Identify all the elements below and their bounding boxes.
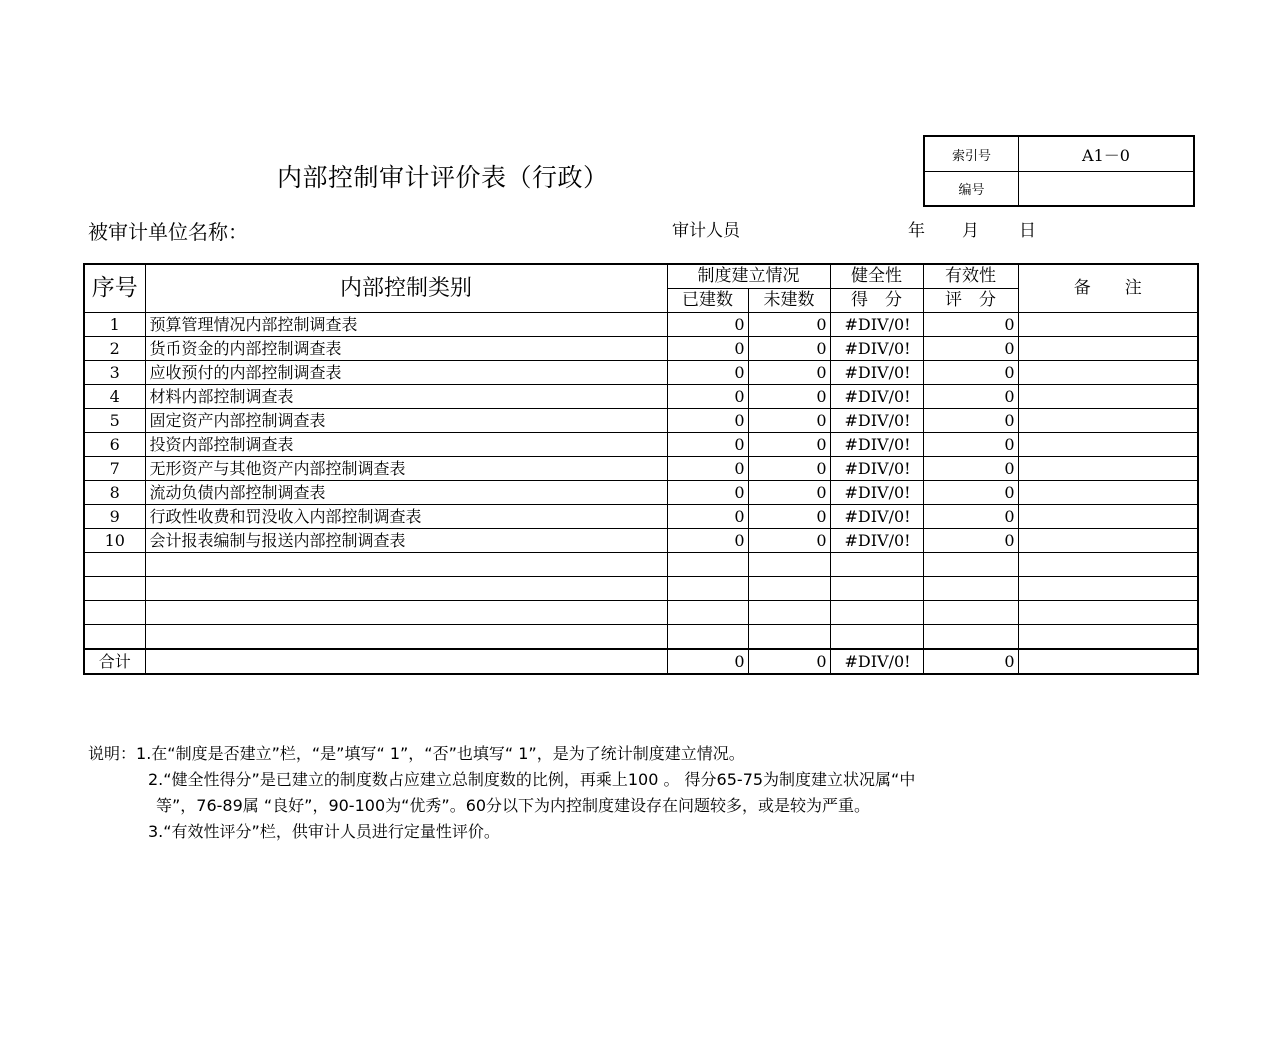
row-established[interactable]: 0 [667, 337, 748, 361]
row-completeness-score: #DIV/0! [830, 529, 923, 553]
table-row [84, 337, 1198, 361]
row-completeness-score: #DIV/0! [830, 337, 923, 361]
header-completeness-score: 得 分 [830, 289, 923, 313]
row-seq: 2 [84, 337, 145, 361]
header-effectiveness-score: 评 分 [923, 289, 1018, 313]
row-established[interactable]: 0 [667, 361, 748, 385]
row-not-established[interactable]: 0 [748, 457, 830, 481]
blank-cell[interactable] [923, 625, 1018, 650]
row-seq: 9 [84, 505, 145, 529]
auditor-label: 审计人员 [672, 221, 740, 241]
blank-cell[interactable] [1018, 553, 1198, 577]
row-remarks[interactable] [1018, 385, 1198, 409]
total-established: 0 [667, 649, 748, 674]
table-row [84, 529, 1198, 553]
blank-cell[interactable] [830, 625, 923, 650]
notes-prefix: 说明： [88, 744, 137, 763]
audited-unit-label: 被审计单位名称： [88, 220, 248, 244]
blank-cell[interactable] [748, 577, 830, 601]
blank-cell[interactable] [748, 601, 830, 625]
row-category: 预算管理情况内部控制调查表 [145, 313, 667, 337]
serial-number-value[interactable] [1019, 172, 1193, 205]
total-row [84, 649, 1198, 674]
row-category: 固定资产内部控制调查表 [145, 409, 667, 433]
header-not-established: 未建数 [748, 289, 830, 313]
blank-cell[interactable] [145, 577, 667, 601]
row-completeness-score: #DIV/0! [830, 409, 923, 433]
date-year-label: 年 [908, 221, 925, 241]
row-not-established[interactable]: 0 [748, 529, 830, 553]
blank-cell[interactable] [667, 577, 748, 601]
row-effectiveness-score[interactable]: 0 [923, 505, 1018, 529]
index-box [923, 135, 1195, 207]
row-category: 应收预付的内部控制调查表 [145, 361, 667, 385]
row-category: 会计报表编制与报送内部控制调查表 [145, 529, 667, 553]
row-remarks[interactable] [1018, 433, 1198, 457]
row-not-established[interactable]: 0 [748, 337, 830, 361]
index-number-value[interactable]: A1－0 [1019, 137, 1193, 172]
total-category [145, 649, 667, 674]
blank-cell[interactable] [923, 601, 1018, 625]
blank-cell[interactable] [830, 577, 923, 601]
row-effectiveness-score[interactable]: 0 [923, 361, 1018, 385]
row-not-established[interactable]: 0 [748, 409, 830, 433]
row-completeness-score: #DIV/0! [830, 505, 923, 529]
blank-cell[interactable] [145, 625, 667, 650]
row-completeness-score: #DIV/0! [830, 457, 923, 481]
row-established[interactable]: 0 [667, 433, 748, 457]
row-category: 投资内部控制调查表 [145, 433, 667, 457]
row-remarks[interactable] [1018, 505, 1198, 529]
row-established[interactable]: 0 [667, 457, 748, 481]
row-established[interactable]: 0 [667, 385, 748, 409]
row-effectiveness-score[interactable]: 0 [923, 457, 1018, 481]
row-established[interactable]: 0 [667, 505, 748, 529]
blank-cell[interactable] [830, 553, 923, 577]
row-not-established[interactable]: 0 [748, 481, 830, 505]
row-established[interactable]: 0 [667, 481, 748, 505]
blank-cell[interactable] [84, 601, 145, 625]
table-row [84, 361, 1198, 385]
row-seq: 5 [84, 409, 145, 433]
blank-row [84, 553, 1198, 577]
total-not-established: 0 [748, 649, 830, 674]
blank-row [84, 601, 1198, 625]
blank-row [84, 577, 1198, 601]
blank-cell[interactable] [145, 553, 667, 577]
header-completeness: 健全性 [830, 264, 923, 289]
row-seq: 10 [84, 529, 145, 553]
row-category: 流动负债内部控制调查表 [145, 481, 667, 505]
blank-cell[interactable] [84, 625, 145, 650]
row-remarks[interactable] [1018, 481, 1198, 505]
row-remarks[interactable] [1018, 361, 1198, 385]
row-seq: 7 [84, 457, 145, 481]
row-remarks[interactable] [1018, 457, 1198, 481]
row-seq: 6 [84, 433, 145, 457]
header-category: 内部控制类别 [145, 264, 667, 313]
blank-cell[interactable] [923, 577, 1018, 601]
total-label: 合计 [84, 649, 145, 674]
header-established: 已建数 [667, 289, 748, 313]
row-category: 货币资金的内部控制调查表 [145, 337, 667, 361]
table-row [84, 457, 1198, 481]
index-number-label: 索引号 [925, 137, 1019, 172]
blank-cell[interactable] [1018, 577, 1198, 601]
total-effectiveness-score: 0 [923, 649, 1018, 674]
table-row [84, 505, 1198, 529]
blank-cell[interactable] [145, 601, 667, 625]
table-row [84, 433, 1198, 457]
row-seq: 8 [84, 481, 145, 505]
header-row-1 [84, 264, 1198, 289]
note-line-2: 2.“健全性得分”是已建立的制度数占应建立总制度数的比例，再乘上100 。 得分65-75为制度建立状况属“中 [148, 770, 916, 789]
note-line-3: 3.“有效性评分”栏，供审计人员进行定量性评价。 [148, 822, 500, 841]
table-row [84, 313, 1198, 337]
row-completeness-score: #DIV/0! [830, 313, 923, 337]
row-seq: 1 [84, 313, 145, 337]
blank-cell[interactable] [667, 553, 748, 577]
row-effectiveness-score[interactable]: 0 [923, 385, 1018, 409]
row-effectiveness-score[interactable]: 0 [923, 409, 1018, 433]
blank-cell[interactable] [1018, 625, 1198, 650]
blank-cell[interactable] [667, 625, 748, 650]
table-row [84, 481, 1198, 505]
row-effectiveness-score[interactable]: 0 [923, 529, 1018, 553]
row-effectiveness-score[interactable]: 0 [923, 313, 1018, 337]
row-effectiveness-score[interactable]: 0 [923, 481, 1018, 505]
table-row [84, 409, 1198, 433]
row-not-established[interactable]: 0 [748, 433, 830, 457]
table-row [84, 385, 1198, 409]
row-effectiveness-score[interactable]: 0 [923, 433, 1018, 457]
row-seq: 4 [84, 385, 145, 409]
date-month-label: 月 [962, 221, 979, 241]
note-line-1: 1.在“制度是否建立”栏，“是”填写“ 1”，“否”也填写“ 1”，是为了统计制度建立情况。 [136, 744, 745, 763]
blank-cell[interactable] [667, 601, 748, 625]
notes [88, 741, 915, 845]
blank-cell[interactable] [923, 553, 1018, 577]
row-category: 材料内部控制调查表 [145, 385, 667, 409]
blank-row [84, 625, 1198, 650]
row-not-established[interactable]: 0 [748, 361, 830, 385]
row-seq: 3 [84, 361, 145, 385]
header-effectiveness: 有效性 [923, 264, 1018, 289]
row-effectiveness-score[interactable]: 0 [923, 337, 1018, 361]
blank-cell[interactable] [748, 553, 830, 577]
serial-number-label: 编号 [925, 172, 1019, 205]
total-completeness-score: #DIV/0! [830, 649, 923, 674]
row-completeness-score: #DIV/0! [830, 433, 923, 457]
row-remarks[interactable] [1018, 529, 1198, 553]
header-remarks: 备 注 [1018, 264, 1198, 313]
row-not-established[interactable]: 0 [748, 313, 830, 337]
row-category: 无形资产与其他资产内部控制调查表 [145, 457, 667, 481]
row-completeness-score: #DIV/0! [830, 361, 923, 385]
row-remarks[interactable] [1018, 337, 1198, 361]
row-category: 行政性收费和罚没收入内部控制调查表 [145, 505, 667, 529]
row-established[interactable]: 0 [667, 529, 748, 553]
total-remarks [1018, 649, 1198, 674]
blank-cell[interactable] [84, 553, 145, 577]
row-remarks[interactable] [1018, 313, 1198, 337]
blank-cell[interactable] [748, 625, 830, 650]
blank-cell[interactable] [1018, 601, 1198, 625]
row-not-established[interactable]: 0 [748, 385, 830, 409]
header-seq: 序号 [84, 264, 145, 313]
row-established[interactable]: 0 [667, 409, 748, 433]
row-completeness-score: #DIV/0! [830, 385, 923, 409]
header-establishment: 制度建立情况 [667, 264, 830, 289]
row-not-established[interactable]: 0 [748, 505, 830, 529]
blank-cell[interactable] [84, 577, 145, 601]
row-completeness-score: #DIV/0! [830, 481, 923, 505]
row-established[interactable]: 0 [667, 313, 748, 337]
evaluation-table [83, 263, 1199, 675]
page-title: 内部控制审计评价表（行政） [277, 163, 609, 192]
blank-cell[interactable] [830, 601, 923, 625]
date-day-label: 日 [1019, 221, 1036, 241]
note-line-2b: 等”，76-89属 “良好”，90-100为“优秀”。60分以下为内控制度建设存在问题较多，或是较为严重。 [156, 796, 871, 815]
row-remarks[interactable] [1018, 409, 1198, 433]
